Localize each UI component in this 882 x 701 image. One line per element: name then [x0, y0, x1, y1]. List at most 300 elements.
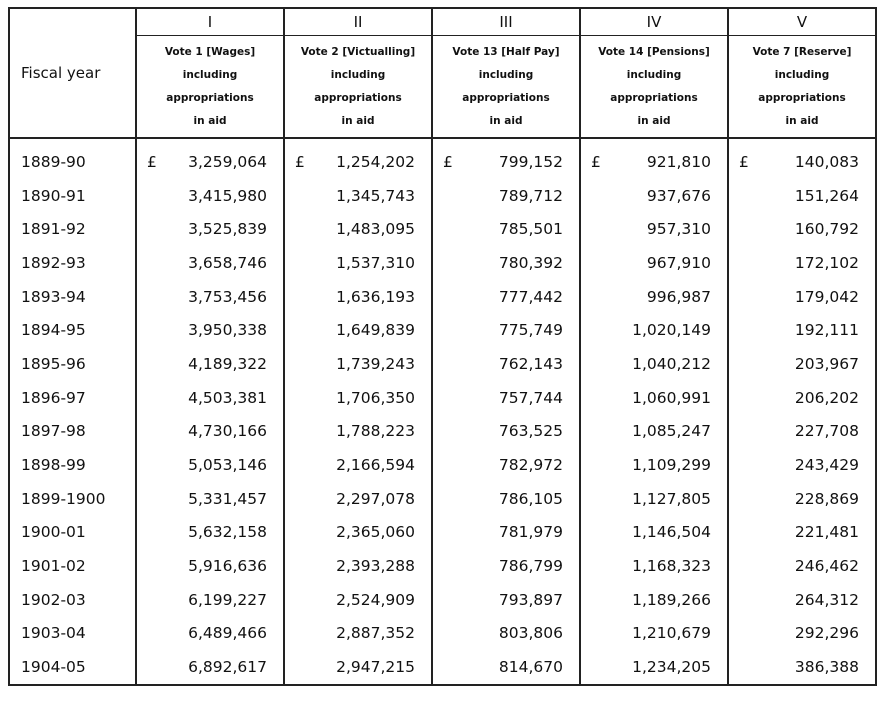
amount: 206,202: [794, 388, 859, 407]
header-line: including: [626, 68, 682, 81]
currency-symbol: [147, 591, 159, 609]
value-cell: [136, 347, 284, 381]
currency-symbol: [295, 187, 307, 205]
fiscal-year-cell: 1904-05: [21, 658, 86, 677]
value-cell: [728, 583, 876, 617]
currency-symbol: [591, 389, 603, 407]
value-cell: [580, 516, 728, 550]
table-row: [9, 617, 876, 651]
currency-symbol: [443, 557, 455, 575]
amount: 2,166,594: [336, 456, 415, 475]
column-number-1: I: [136, 8, 284, 36]
value-cell: [136, 138, 284, 179]
amount: 1,189,266: [632, 590, 711, 609]
value-cell: [580, 381, 728, 415]
value-cell: [580, 617, 728, 651]
amount: 762,143: [498, 354, 563, 373]
value-cell: [432, 415, 580, 449]
currency-symbol: [147, 389, 159, 407]
amount: 228,869: [794, 489, 859, 508]
amount: 814,670: [498, 658, 563, 677]
amount: 3,525,839: [188, 220, 267, 239]
value-cell: [284, 650, 432, 685]
currency-symbol: [443, 321, 455, 339]
table-row: [9, 516, 876, 550]
currency-symbol: [739, 456, 751, 474]
fiscal-year-cell: 1896-97: [21, 388, 86, 407]
value-cell: [728, 246, 876, 280]
table-row: [9, 583, 876, 617]
value-cell: [284, 212, 432, 246]
value-cell: [580, 549, 728, 583]
column-header-vote-1: [136, 36, 284, 139]
currency-symbol: [443, 523, 455, 541]
amount: 386,388: [794, 658, 859, 677]
currency-symbol: [739, 355, 751, 373]
currency-symbol: [147, 220, 159, 238]
value-cell: [136, 381, 284, 415]
fiscal-year-cell: 1894-95: [21, 321, 86, 340]
amount: 799,152: [498, 152, 563, 171]
header-line: Vote 14 [Pensions]: [598, 45, 710, 58]
header-line: including: [774, 68, 830, 81]
amount: 1,127,805: [632, 489, 711, 508]
currency-symbol: [591, 422, 603, 440]
currency-symbol: £: [295, 152, 305, 171]
value-cell: [580, 415, 728, 449]
currency-symbol: [591, 624, 603, 642]
currency-symbol: [739, 389, 751, 407]
currency-symbol: [295, 523, 307, 541]
amount: 4,730,166: [188, 422, 267, 441]
value-cell: [728, 179, 876, 213]
value-cell: [284, 583, 432, 617]
table-row: [9, 347, 876, 381]
value-cell: [728, 138, 876, 179]
currency-symbol: [739, 187, 751, 205]
amount: 1,537,310: [336, 253, 415, 272]
amount: 777,442: [498, 287, 563, 306]
column-number-4: IV: [580, 8, 728, 36]
currency-symbol: [443, 288, 455, 306]
header-line: including: [330, 68, 386, 81]
table-row: [9, 381, 876, 415]
currency-symbol: [739, 591, 751, 609]
value-cell: [136, 516, 284, 550]
header-line: Vote 13 [Half Pay]: [452, 45, 560, 58]
currency-symbol: [591, 591, 603, 609]
table-row: [9, 549, 876, 583]
table-row: [9, 280, 876, 314]
currency-symbol: [147, 490, 159, 508]
amount: 172,102: [794, 253, 859, 272]
amount: 763,525: [498, 422, 563, 441]
currency-symbol: [591, 254, 603, 272]
amount: 203,967: [794, 354, 859, 373]
currency-symbol: [443, 355, 455, 373]
currency-symbol: [147, 422, 159, 440]
value-cell: [284, 347, 432, 381]
value-cell: [580, 313, 728, 347]
currency-symbol: [147, 355, 159, 373]
amount: 5,053,146: [188, 456, 267, 475]
amount: 921,810: [646, 152, 711, 171]
value-cell: [432, 246, 580, 280]
value-cell: [284, 617, 432, 651]
value-cell: [284, 381, 432, 415]
value-cell: [284, 138, 432, 179]
header-line: in aid: [637, 114, 671, 127]
fiscal-year-cell: 1901-02: [21, 557, 86, 576]
value-cell: [284, 549, 432, 583]
header-line: in aid: [193, 114, 227, 127]
table-row: [9, 246, 876, 280]
column-number-5: V: [728, 8, 876, 36]
value-cell: [580, 246, 728, 280]
value-cell: [728, 280, 876, 314]
value-cell: [580, 583, 728, 617]
column-description-row: [9, 36, 876, 139]
amount: 6,892,617: [188, 658, 267, 677]
currency-symbol: £: [443, 152, 453, 171]
amount: 1,649,839: [336, 321, 415, 340]
value-cell: [284, 313, 432, 347]
fiscal-year-cell: 1903-04: [21, 624, 86, 643]
amount: 1,254,202: [336, 152, 415, 171]
currency-symbol: [443, 389, 455, 407]
amount: 5,632,158: [188, 523, 267, 542]
fiscal-year-cell: 1891-92: [21, 220, 86, 239]
value-cell: [728, 617, 876, 651]
value-cell: [432, 650, 580, 685]
currency-symbol: [147, 557, 159, 575]
amount: 3,658,746: [188, 253, 267, 272]
amount: 782,972: [498, 456, 563, 475]
value-cell: [432, 516, 580, 550]
value-cell: [728, 347, 876, 381]
amount: 292,296: [794, 624, 859, 643]
value-cell: [580, 650, 728, 685]
amount: 221,481: [794, 523, 859, 542]
amount: 3,415,980: [188, 186, 267, 205]
currency-symbol: [147, 523, 159, 541]
column-number-3: III: [432, 8, 580, 36]
value-cell: [432, 381, 580, 415]
amount: 6,199,227: [188, 590, 267, 609]
value-cell: [432, 583, 580, 617]
value-cell: [136, 549, 284, 583]
value-cell: [136, 650, 284, 685]
value-cell: [284, 415, 432, 449]
amount: 789,712: [498, 186, 563, 205]
currency-symbol: [147, 321, 159, 339]
header-line: in aid: [785, 114, 819, 127]
column-number-2: II: [284, 8, 432, 36]
amount: 1,168,323: [632, 557, 711, 576]
currency-symbol: [739, 321, 751, 339]
amount: 4,503,381: [188, 388, 267, 407]
amount: 2,887,352: [336, 624, 415, 643]
value-cell: [432, 280, 580, 314]
table-row: [9, 482, 876, 516]
fiscal-year-cell: 1897-98: [21, 422, 86, 441]
currency-symbol: [147, 187, 159, 205]
currency-symbol: [443, 456, 455, 474]
amount: 2,393,288: [336, 557, 415, 576]
fiscal-year-cell: 1895-96: [21, 354, 86, 373]
value-cell: [136, 179, 284, 213]
amount: 1,345,743: [336, 186, 415, 205]
amount: 160,792: [794, 220, 859, 239]
value-cell: [580, 212, 728, 246]
header-line: Vote 1 [Wages]: [164, 45, 256, 58]
currency-symbol: [295, 624, 307, 642]
amount: 793,897: [498, 590, 563, 609]
currency-symbol: [147, 658, 159, 676]
header-line: appropriations: [462, 91, 550, 104]
amount: 192,111: [794, 321, 859, 340]
currency-symbol: [147, 624, 159, 642]
value-cell: [136, 212, 284, 246]
amount: 1,739,243: [336, 354, 415, 373]
currency-symbol: [591, 490, 603, 508]
table-row: [9, 212, 876, 246]
table-row: [9, 650, 876, 685]
fiscal-year-header: Fiscal year: [9, 8, 136, 138]
amount: 967,910: [646, 253, 711, 272]
fiscal-year-cell: 1898-99: [21, 456, 86, 475]
value-cell: [432, 347, 580, 381]
currency-symbol: [739, 254, 751, 272]
currency-symbol: [443, 422, 455, 440]
amount: 785,501: [498, 220, 563, 239]
value-cell: [580, 448, 728, 482]
currency-symbol: [591, 557, 603, 575]
currency-symbol: [739, 557, 751, 575]
amount: 5,331,457: [188, 489, 267, 508]
currency-symbol: [591, 321, 603, 339]
value-cell: [136, 482, 284, 516]
value-cell: [580, 280, 728, 314]
currency-symbol: [295, 591, 307, 609]
amount: 996,987: [646, 287, 711, 306]
currency-symbol: [295, 254, 307, 272]
currency-symbol: [443, 254, 455, 272]
header-line: appropriations: [166, 91, 254, 104]
value-cell: [432, 179, 580, 213]
value-cell: [284, 448, 432, 482]
value-cell: [136, 313, 284, 347]
currency-symbol: £: [739, 152, 749, 171]
currency-symbol: [443, 220, 455, 238]
fiscal-year-cell: 1900-01: [21, 523, 86, 542]
header-line: including: [182, 68, 238, 81]
amount: 264,312: [794, 590, 859, 609]
currency-symbol: [443, 624, 455, 642]
currency-symbol: [295, 422, 307, 440]
currency-symbol: [295, 456, 307, 474]
table-row: [9, 179, 876, 213]
amount: 3,950,338: [188, 321, 267, 340]
currency-symbol: [591, 355, 603, 373]
amount: 6,489,466: [188, 624, 267, 643]
currency-symbol: [443, 591, 455, 609]
fiscal-year-cell: 1899-1900: [21, 489, 106, 508]
currency-symbol: [591, 220, 603, 238]
value-cell: [284, 516, 432, 550]
header-line: Vote 2 [Victualling]: [300, 45, 416, 58]
value-cell: [136, 280, 284, 314]
currency-symbol: [443, 187, 455, 205]
value-cell: [432, 448, 580, 482]
currency-symbol: [147, 288, 159, 306]
fiscal-year-cell: 1902-03: [21, 590, 86, 609]
currency-symbol: [739, 624, 751, 642]
amount: 757,744: [498, 388, 563, 407]
currency-symbol: [591, 658, 603, 676]
value-cell: [728, 381, 876, 415]
amount: 2,947,215: [336, 658, 415, 677]
currency-symbol: [739, 658, 751, 676]
fiscal-year-cell: 1892-93: [21, 253, 86, 272]
currency-symbol: £: [147, 152, 157, 171]
amount: 937,676: [646, 186, 711, 205]
amount: 179,042: [794, 287, 859, 306]
currency-symbol: [591, 288, 603, 306]
value-cell: [284, 246, 432, 280]
currency-symbol: [739, 490, 751, 508]
value-cell: [580, 179, 728, 213]
value-cell: [580, 482, 728, 516]
currency-symbol: [739, 422, 751, 440]
amount: 2,297,078: [336, 489, 415, 508]
currency-symbol: [295, 220, 307, 238]
amount: 243,429: [794, 456, 859, 475]
header-line: in aid: [341, 114, 375, 127]
currency-symbol: [443, 658, 455, 676]
currency-symbol: [443, 490, 455, 508]
value-cell: [136, 246, 284, 280]
currency-symbol: [295, 355, 307, 373]
currency-symbol: [591, 523, 603, 541]
column-number-row: [9, 8, 876, 36]
amount: 227,708: [794, 422, 859, 441]
header-line: appropriations: [314, 91, 402, 104]
amount: 803,806: [498, 624, 563, 643]
fiscal-year-cell: 1889-90: [21, 152, 86, 171]
currency-symbol: [739, 523, 751, 541]
amount: 1,234,205: [632, 658, 711, 677]
amount: 786,105: [498, 489, 563, 508]
amount: 786,799: [498, 557, 563, 576]
table-row: [9, 138, 876, 179]
votes-table: [8, 7, 877, 686]
value-cell: [432, 313, 580, 347]
fiscal-year-cell: 1890-91: [21, 186, 86, 205]
value-cell: [284, 179, 432, 213]
header-line: appropriations: [610, 91, 698, 104]
value-cell: [432, 482, 580, 516]
currency-symbol: [739, 220, 751, 238]
amount: 1,085,247: [632, 422, 711, 441]
value-cell: [136, 448, 284, 482]
currency-symbol: [147, 456, 159, 474]
amount: 781,979: [498, 523, 563, 542]
amount: 151,264: [794, 186, 859, 205]
currency-symbol: [295, 658, 307, 676]
value-cell: [580, 347, 728, 381]
currency-symbol: [295, 321, 307, 339]
column-header-vote-14: [580, 36, 728, 139]
fiscal-year-cell: 1893-94: [21, 287, 86, 306]
amount: 1,060,991: [632, 388, 711, 407]
value-cell: [284, 482, 432, 516]
value-cell: [136, 583, 284, 617]
table-row: [9, 313, 876, 347]
header-line: Vote 7 [Reserve]: [752, 45, 852, 58]
column-header-vote-13: [432, 36, 580, 139]
column-header-vote-7: [728, 36, 876, 139]
value-cell: [728, 212, 876, 246]
amount: 957,310: [646, 220, 711, 239]
currency-symbol: £: [591, 152, 601, 171]
value-cell: [728, 516, 876, 550]
amount: 4,189,322: [188, 354, 267, 373]
table-row: [9, 415, 876, 449]
value-cell: [432, 138, 580, 179]
amount: 1,210,679: [632, 624, 711, 643]
amount: 1,636,193: [336, 287, 415, 306]
amount: 1,109,299: [632, 456, 711, 475]
amount: 775,749: [498, 321, 563, 340]
currency-symbol: [147, 254, 159, 272]
value-cell: [284, 280, 432, 314]
amount: 2,365,060: [336, 523, 415, 542]
value-cell: [728, 650, 876, 685]
value-cell: [728, 448, 876, 482]
currency-symbol: [591, 187, 603, 205]
currency-symbol: [295, 389, 307, 407]
value-cell: [728, 313, 876, 347]
value-cell: [136, 415, 284, 449]
value-cell: [432, 212, 580, 246]
amount: 1,788,223: [336, 422, 415, 441]
column-header-vote-2: [284, 36, 432, 139]
currency-symbol: [591, 456, 603, 474]
currency-symbol: [295, 288, 307, 306]
amount: 1,020,149: [632, 321, 711, 340]
amount: 3,753,456: [188, 287, 267, 306]
currency-symbol: [295, 490, 307, 508]
amount: 2,524,909: [336, 590, 415, 609]
value-cell: [728, 415, 876, 449]
currency-symbol: [739, 288, 751, 306]
value-cell: [432, 549, 580, 583]
amount: 5,916,636: [188, 557, 267, 576]
amount: 1,706,350: [336, 388, 415, 407]
value-cell: [136, 617, 284, 651]
value-cell: [728, 482, 876, 516]
value-cell: [728, 549, 876, 583]
value-cell: [432, 617, 580, 651]
amount: 1,146,504: [632, 523, 711, 542]
currency-symbol: [295, 557, 307, 575]
amount: 780,392: [498, 253, 563, 272]
table-row: [9, 448, 876, 482]
amount: 246,462: [794, 557, 859, 576]
header-line: in aid: [489, 114, 523, 127]
header-line: appropriations: [758, 91, 846, 104]
